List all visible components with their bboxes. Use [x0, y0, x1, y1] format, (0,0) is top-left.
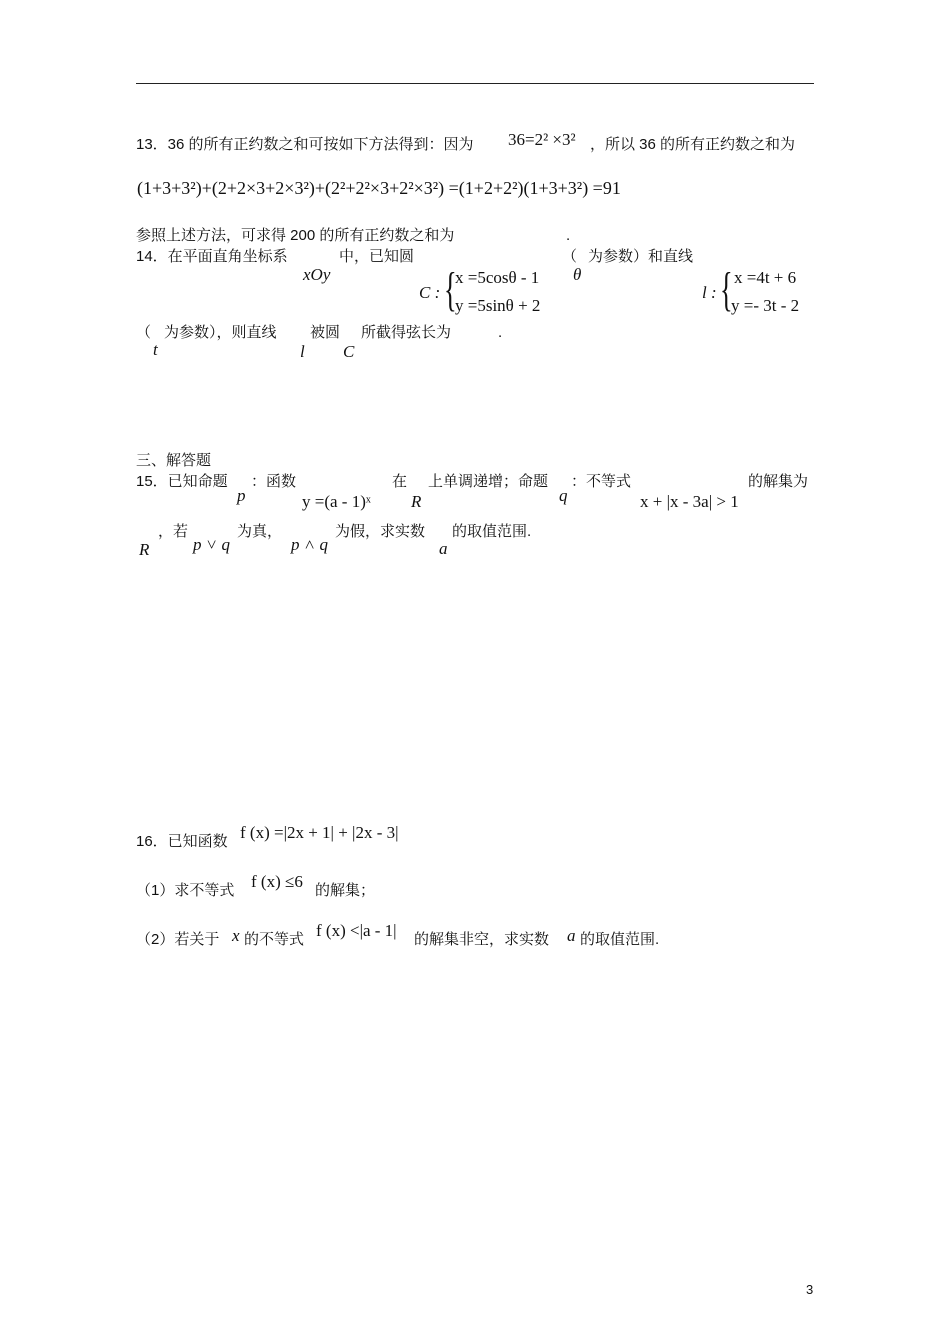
p14-t: t: [153, 340, 158, 359]
p15-text-f: 的解集为: [748, 473, 809, 490]
p14-paren2: （: [136, 324, 152, 341]
p15-text-e: ：不等式: [571, 473, 632, 490]
p14-line-eq1: x =4t + 6: [734, 268, 797, 287]
p16-q1-a: （1）求不等式: [136, 882, 235, 899]
page-number: 3: [806, 1282, 814, 1297]
p15-R: R: [411, 492, 422, 511]
p14-circle-eq1: x =5cosθ - 1: [455, 268, 540, 287]
p16-q2-a: （2）若关于: [136, 931, 220, 948]
p14-circle-label: C :: [419, 283, 441, 302]
p14-text-b: 中，已知圆: [339, 248, 415, 265]
p13-end: .: [566, 227, 571, 244]
p14-text-a: 14．在平面直角坐标系: [136, 248, 288, 265]
p16-function: f (x) =|2x + 1| + |2x - 3|: [240, 823, 399, 842]
p13-text-b: ，所以 36 的所有正约数之和为: [590, 136, 796, 153]
p16-q1-math: f (x) ≤6: [251, 872, 303, 891]
p15-text-i: 为假，求实数: [335, 523, 426, 540]
p15-text-d: 上单调递增；命题: [428, 473, 549, 490]
p15-p: p: [237, 486, 246, 505]
p16-a: a: [567, 926, 576, 945]
p16-q2-d: 的取值范围.: [580, 931, 660, 948]
p16-x: x: [232, 926, 240, 945]
p14-circle-eq2: y =5sinθ + 2: [455, 296, 541, 315]
p16-text-a: 16．已知函数: [136, 833, 228, 850]
p14-text-e: 被圆: [310, 324, 341, 341]
p16-q2-math: f (x) <|a - 1|: [316, 921, 397, 940]
p14-xoy: xOy: [303, 265, 331, 284]
p16-q2-b: 的不等式: [244, 931, 305, 948]
p14-line-label: l :: [702, 283, 717, 302]
p13-text-a: 13．36 的所有正约数之和可按如下方法得到：因为: [136, 136, 474, 153]
p13-question: 参照上述方法，可求得 200 的所有正约数之和为: [136, 227, 455, 244]
p15-text-g: ，若: [158, 523, 189, 540]
p14-end: .: [498, 324, 503, 341]
p14-C: C: [343, 342, 355, 361]
p14-text-f: 所截得弦长为: [361, 324, 452, 341]
p14-paren: （: [562, 248, 578, 265]
section-heading: 三、解答题: [136, 452, 212, 469]
p15-text-a: 15．已知命题: [136, 473, 228, 490]
p15-p-or-q: p ˅ q: [193, 535, 230, 554]
p15-inequality: x + |x - 3a| > 1: [640, 492, 739, 511]
p15-p-and-q: p ˄ q: [291, 535, 328, 554]
p13-math-36: 36=2² ×3²: [508, 130, 576, 149]
p14-text-d: 为参数），则直线: [164, 324, 277, 341]
p14-text-c: 为参数）和直线: [588, 248, 694, 265]
header-rule: [136, 83, 814, 84]
p14-theta: θ: [573, 265, 582, 284]
p15-a: a: [439, 539, 448, 558]
p16-q1-b: 的解集；: [315, 882, 376, 899]
p14-line-eq2: y =- 3t - 2: [731, 296, 800, 315]
p15-function: y =(a - 1)ˣ: [302, 492, 371, 511]
p15-text-h: 为真，: [237, 523, 283, 540]
p14-line-brace: {: [720, 263, 733, 316]
p15-text-c: 在: [392, 473, 408, 490]
p15-R2: R: [139, 540, 150, 559]
p15-text-j: 的取值范围.: [452, 523, 532, 540]
p15-text-b: ：函数: [251, 473, 297, 490]
p15-q: q: [559, 486, 568, 505]
p16-q2-c: 的解集非空，求实数: [414, 931, 550, 948]
p13-math-sum: (1+3+3²)+(2+2×3+2×3²)+(2²+2²×3+2²×3²) =(1+2+2²)(1+3+3²) =91: [137, 178, 621, 198]
p14-l: l: [300, 342, 305, 361]
p14-circle-brace: {: [444, 263, 457, 316]
